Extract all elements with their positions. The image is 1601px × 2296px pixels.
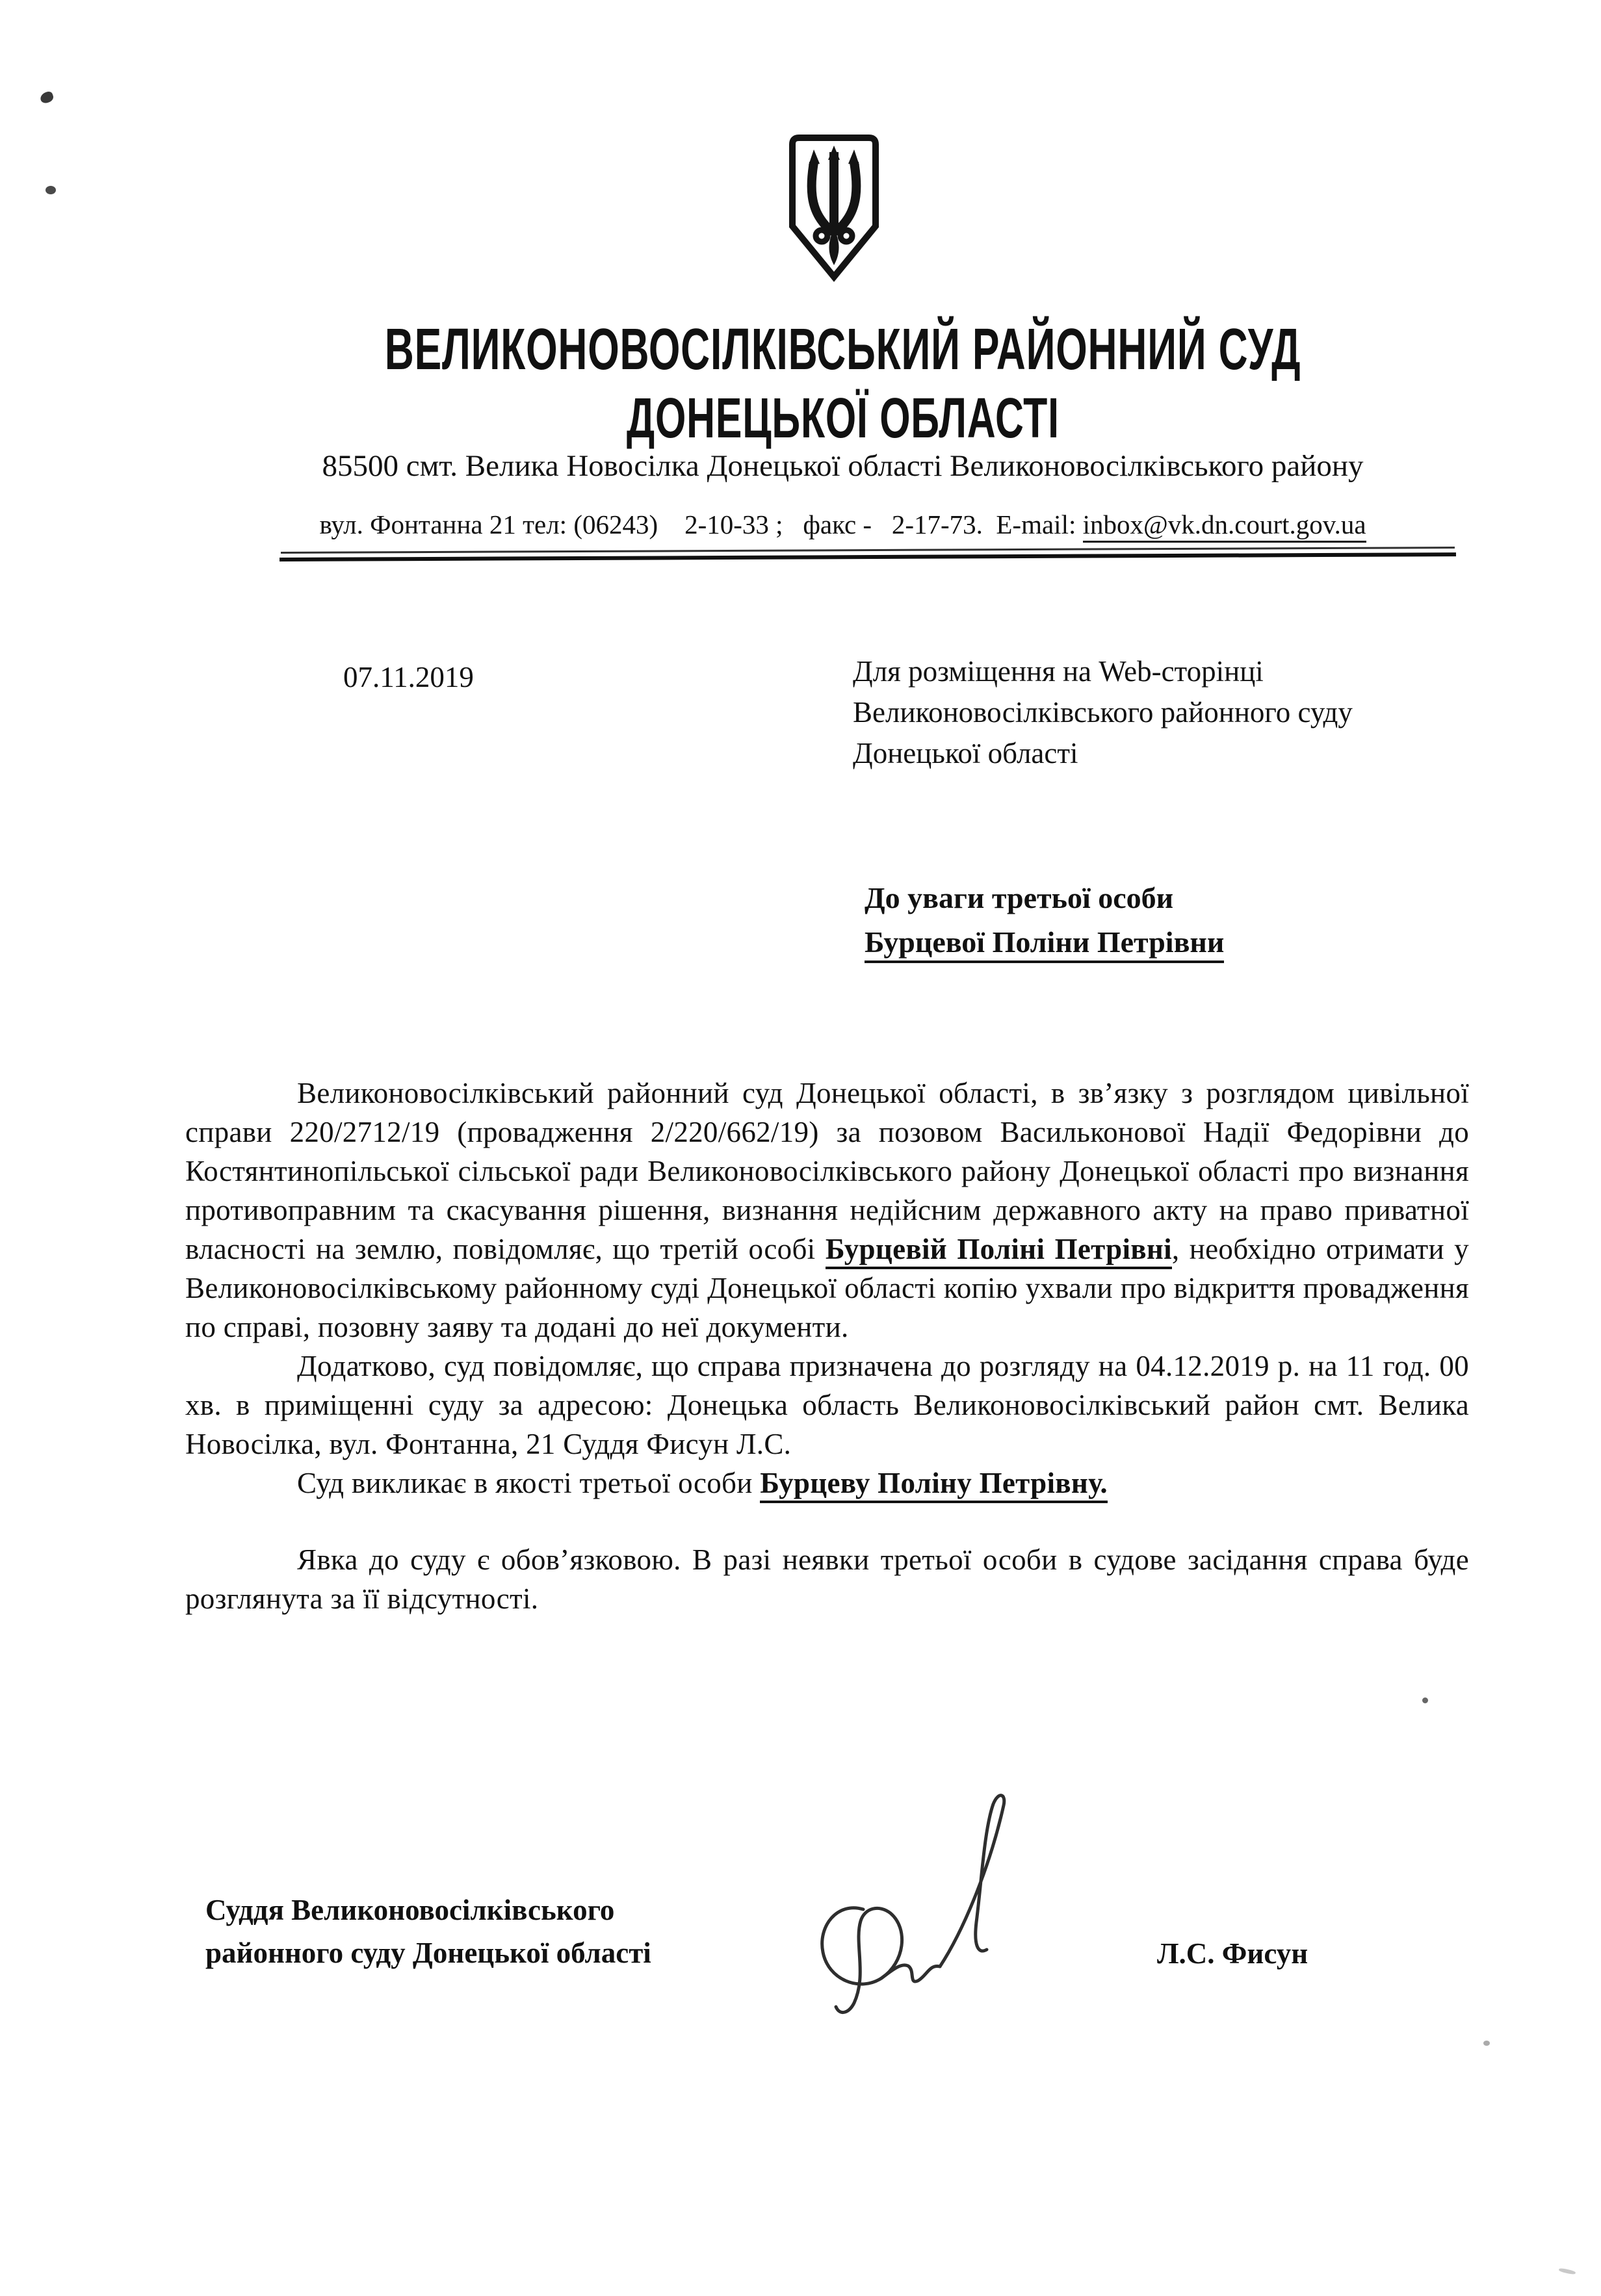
judge-signature <box>780 1782 1066 2042</box>
p1-third-party-name: Бурцевій Поліні Петрівні <box>826 1233 1172 1269</box>
paragraph-attendance-warning: Явка до суду є обов’язковою. В разі неявки третьої особи в судове засідання справа буде розглянута за її відсутності. <box>185 1543 1469 1615</box>
ink-speck <box>1422 1697 1428 1703</box>
attention-block <box>865 876 1224 964</box>
ink-speck <box>1483 2041 1490 2046</box>
contacts-text: вул. Фонтанна 21 тел: (06243) 2-10-33 ; факс - 2-17-73. E-mail: <box>319 510 1083 539</box>
judge-name: Л.С. Фисун <box>1157 1937 1308 1970</box>
court-name-line2-text: ДОНЕЦЬКОЇ ОБЛАСТІ <box>626 385 1060 450</box>
p3-third-party-name: Бурцеву Поліну Петрівну. <box>760 1467 1108 1503</box>
ukraine-trident-emblem-icon <box>788 134 879 282</box>
judge-title-block <box>205 1889 651 1974</box>
court-name-line1 <box>91 316 1594 382</box>
court-email: inbox@vk.dn.court.gov.ua <box>1083 510 1366 543</box>
p1-text-after: , необхідно отримати у Великоновосілківському районному суді Донецької області копію ухвали про відкриття провадження по справі, позовну заяву та додані до неї документи. <box>185 1233 1469 1343</box>
letterhead-divider-line <box>280 552 1456 561</box>
paragraph-case-info <box>185 1074 1469 1347</box>
p3-text-before: Суд викликає в якості третьої особи <box>297 1467 761 1499</box>
court-name-line1-text: ВЕЛИКОНОВОСІЛКІВСЬКИЙ РАЙОННИЙ СУД <box>384 316 1301 382</box>
court-contacts-line <box>91 509 1594 540</box>
court-address-line: 85500 смт. Велика Новосілка Донецької області Великоновосілківського району <box>322 449 1364 483</box>
ink-speck <box>46 186 56 194</box>
ink-speck <box>1559 2267 1576 2275</box>
web-note-line2: Великоновосілківського районного суду <box>853 696 1353 729</box>
paragraph-summons <box>185 1464 1469 1503</box>
court-name-line2 <box>91 385 1594 450</box>
attention-heading: До уваги третьої особи <box>865 881 1174 914</box>
web-note-line1: Для розміщення на Web-сторінці <box>853 655 1264 688</box>
web-note-line3: Донецької області <box>853 737 1078 769</box>
judge-title-line1: Суддя Великоновосілківського <box>205 1894 615 1926</box>
p1-text-before: Великоновосілківський районний суд Донецької області, в зв’язку з розглядом цивільної справи 220/2712/19 (провадження 2/220/662/19) за позовом Васильконової Надії Федорівни до Костянтинопільської сільської ради Великоновосілківського району Донецької області про визнання противоправним та скасування рішення, визнання недійсним державного акту на право приватної власності на землю, повідомляє, що третій особі <box>185 1077 1469 1265</box>
web-placement-note <box>853 651 1353 774</box>
judge-title-line2: районного суду Донецької області <box>205 1937 651 1969</box>
ink-speck <box>39 90 55 105</box>
paragraph-hearing-info: Додатково, суд повідомляє, що справа призначена до розгляду на 04.12.2019 р. на 11 год. 00 хв. в приміщенні суду за адресою: Донецька область Великоновосілківський район смт. Велика Новосілка, вул. Фонтанна, 21 Суддя Фисун Л.С. <box>185 1350 1469 1460</box>
document-date: 07.11.2019 <box>343 661 474 693</box>
attention-person-name: Бурцевої Поліни Петрівни <box>865 925 1224 963</box>
letter-body <box>185 1074 1469 1618</box>
attention-person <box>865 920 1224 964</box>
